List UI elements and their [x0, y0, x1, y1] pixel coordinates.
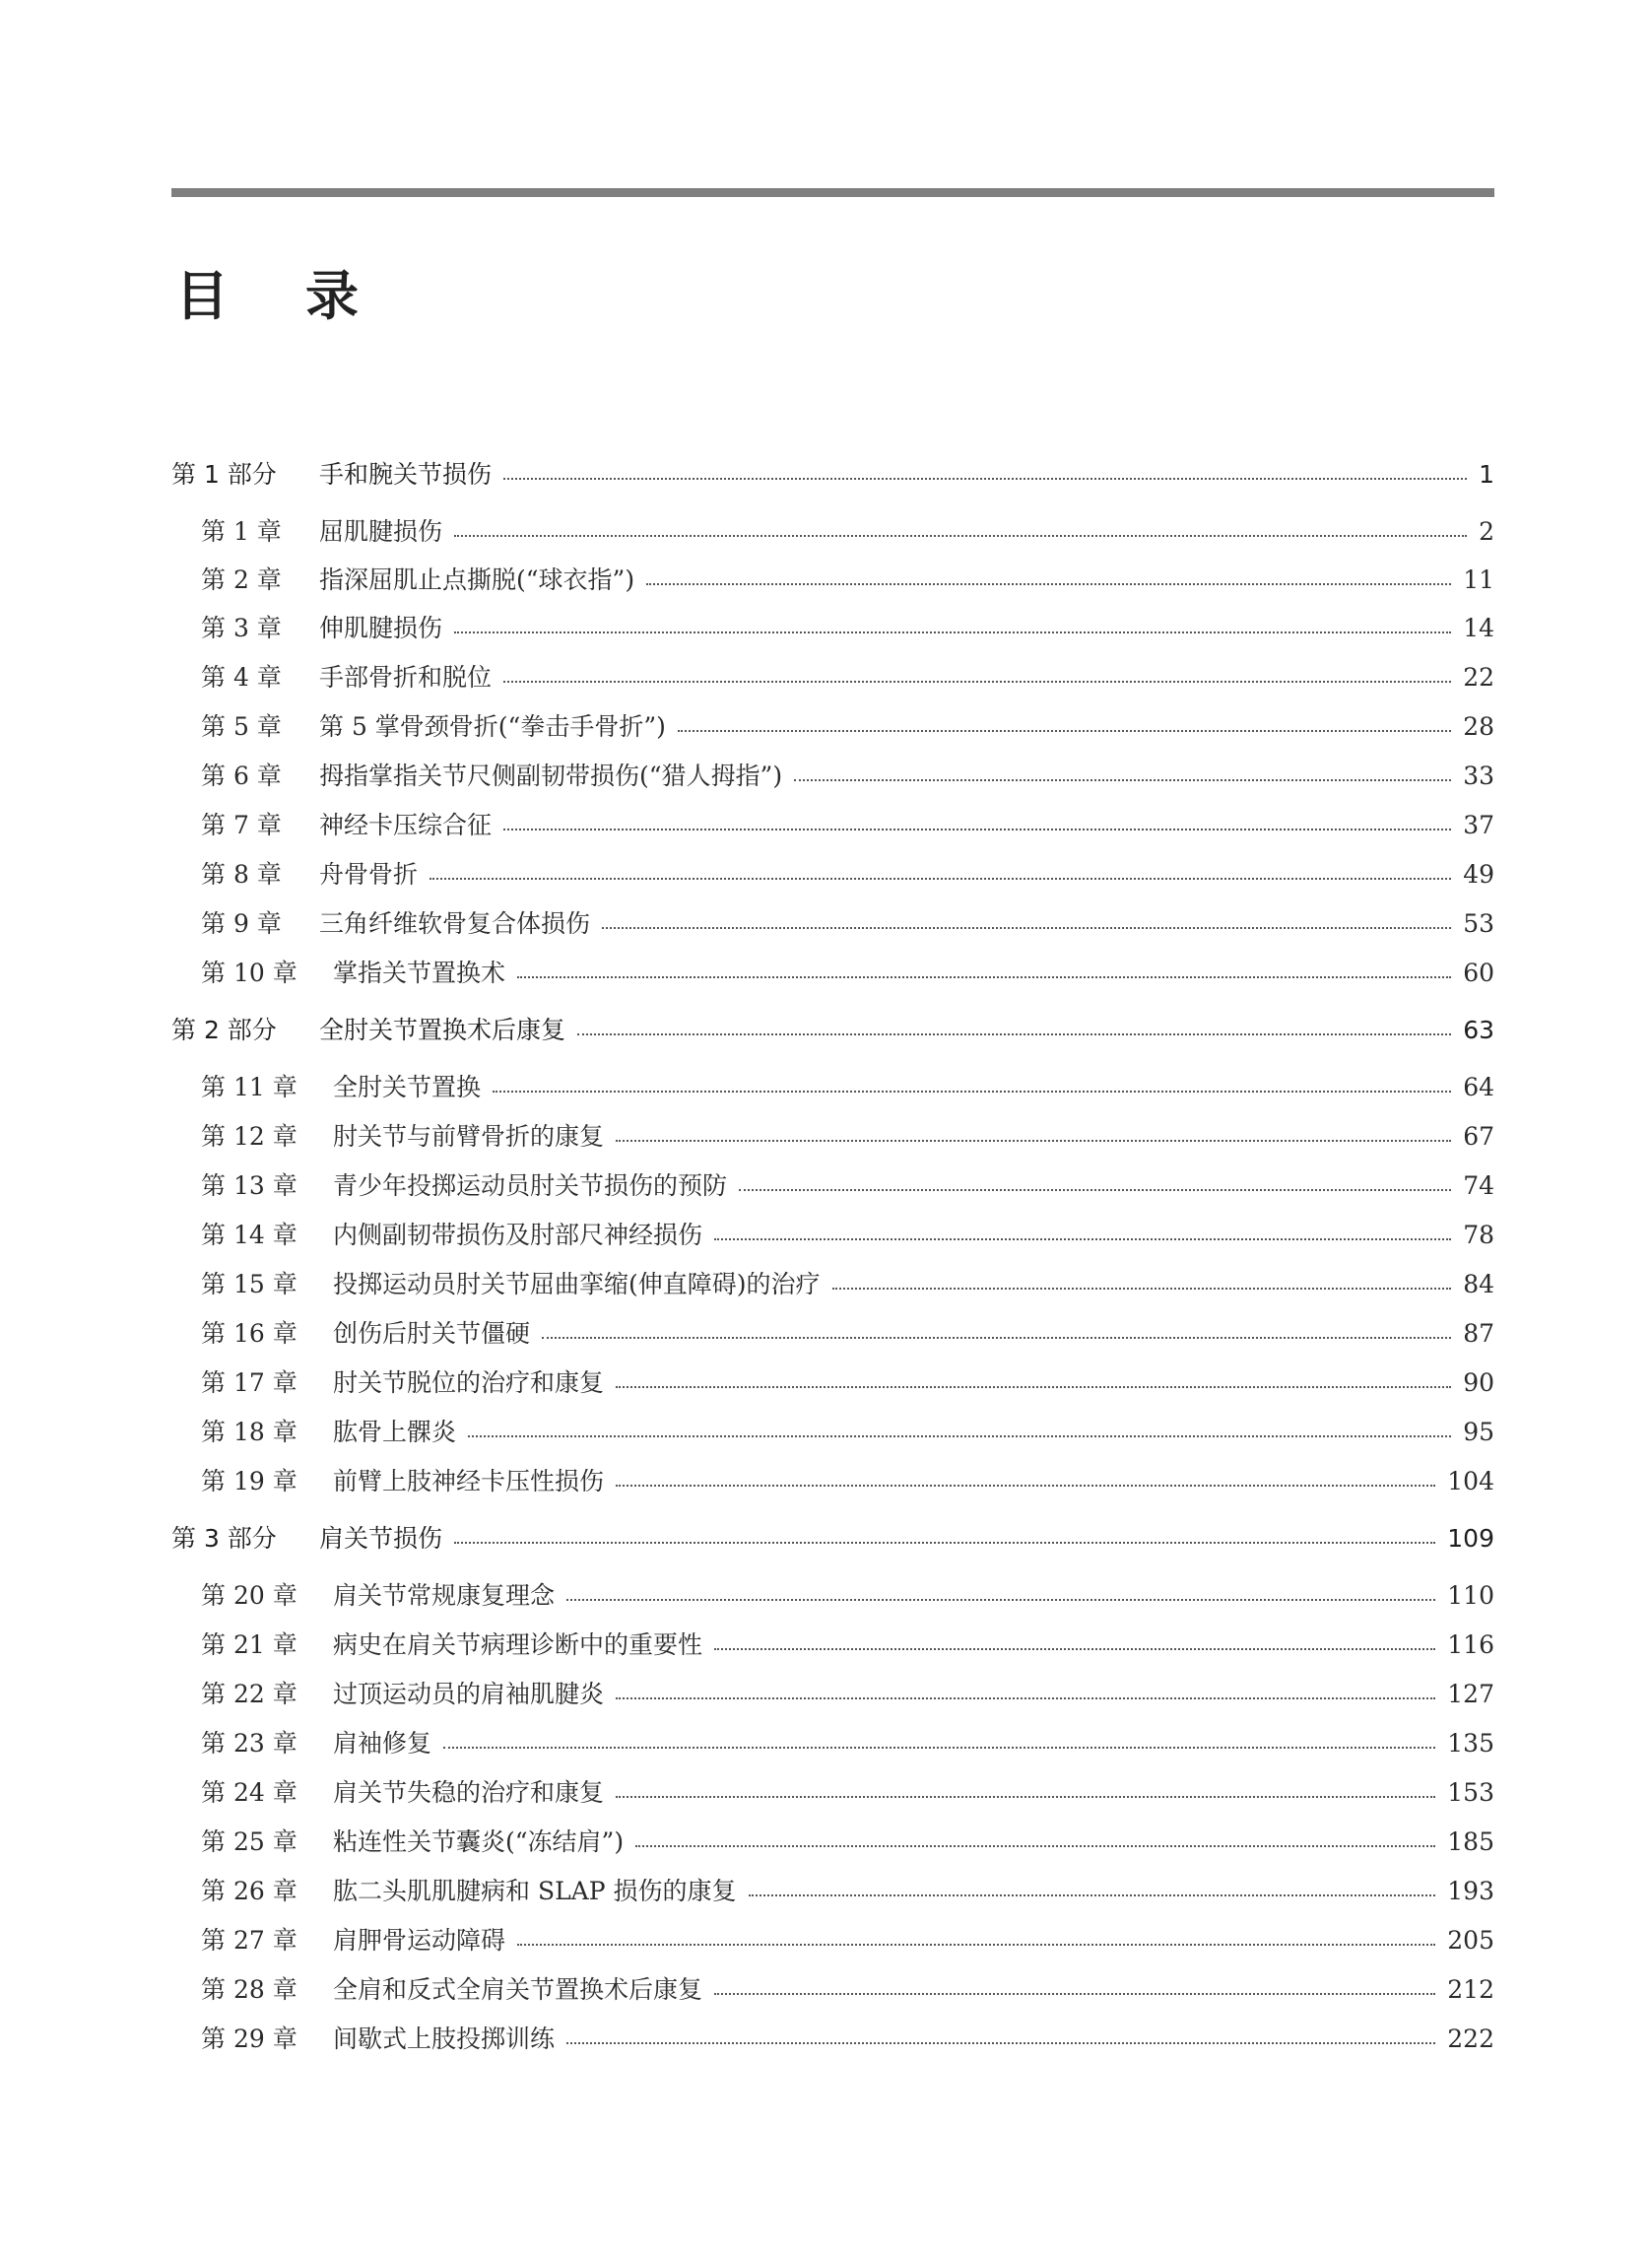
page-number: 22: [1463, 663, 1494, 692]
page-number: 153: [1447, 1778, 1494, 1807]
chapter-number: 第 25 章: [201, 1827, 297, 1856]
chapter-title: 过顶运动员的肩袖肌腱炎: [333, 1680, 605, 1708]
page-number: 116: [1447, 1630, 1494, 1659]
chapter-number: 第 4 章: [201, 663, 282, 692]
chapter-number: 第 12 章: [201, 1122, 297, 1151]
dot-leader: [542, 1337, 1451, 1339]
chapter-title: 全肘关节置换: [333, 1073, 482, 1101]
chapter-number: 第 14 章: [201, 1221, 297, 1249]
chapter-number: 第 3 章: [201, 614, 282, 642]
page-number: 49: [1463, 860, 1494, 889]
page-number: 14: [1463, 614, 1494, 642]
page-number: 90: [1463, 1368, 1494, 1397]
toc-chapter-row[interactable]: [201, 1068, 1494, 1107]
page-number: 95: [1463, 1418, 1494, 1446]
page-number: 33: [1463, 762, 1494, 790]
chapter-title: 前臂上肢神经卡压性损伤: [333, 1467, 605, 1495]
chapter-number: 第 10 章: [201, 959, 297, 987]
chapter-title: 创伤后肘关节僵硬: [333, 1319, 531, 1348]
dot-leader: [646, 583, 1451, 585]
page-number: 11: [1463, 565, 1494, 594]
dot-leader: [454, 535, 1467, 537]
page-number: 185: [1447, 1827, 1494, 1856]
page-number: 74: [1463, 1171, 1494, 1200]
toc-chapter-row[interactable]: [201, 806, 1494, 845]
dot-leader: [616, 1697, 1435, 1699]
dot-leader: [493, 1091, 1451, 1093]
dot-leader: [616, 1386, 1451, 1388]
chapter-title: 内侧副韧带损伤及肘部尺神经损伤: [333, 1221, 703, 1249]
toc-chapter-row[interactable]: [201, 512, 1494, 552]
chapter-number: 第 21 章: [201, 1630, 297, 1659]
toc-chapter-row[interactable]: [201, 954, 1494, 993]
chapter-title: 肱二头肌肌腱病和 SLAP 损伤的康复: [333, 1877, 737, 1905]
toc-part-row[interactable]: [171, 455, 1494, 495]
chapter-title: 拇指掌指关节尺侧副韧带损伤(“猎人拇指”): [319, 762, 783, 790]
chapter-title: 肩袖修复: [333, 1729, 432, 1758]
page-number: 37: [1463, 811, 1494, 839]
chapter-number: 第 19 章: [201, 1467, 297, 1495]
page-number: 127: [1447, 1680, 1494, 1708]
part-number: 第 2 部分: [171, 1016, 277, 1044]
chapter-number: 第 11 章: [201, 1073, 297, 1101]
toc-chapter-row[interactable]: [201, 1823, 1494, 1862]
chapter-number: 第 16 章: [201, 1319, 297, 1348]
page-number: 135: [1447, 1729, 1494, 1758]
chapter-title: 粘连性关节囊炎(“冻结肩”): [333, 1827, 625, 1856]
chapter-title: 肩关节失稳的治疗和康复: [333, 1778, 605, 1807]
chapter-number: 第 13 章: [201, 1171, 297, 1200]
toc-chapter-row[interactable]: [201, 1216, 1494, 1255]
page-number: 78: [1463, 1221, 1494, 1249]
toc-chapter-row[interactable]: [201, 609, 1494, 648]
chapter-number: 第 29 章: [201, 2025, 297, 2053]
chapter-number: 第 17 章: [201, 1368, 297, 1397]
page-number: 193: [1447, 1877, 1494, 1905]
toc-chapter-row[interactable]: [201, 1675, 1494, 1714]
page-number: 63: [1463, 1016, 1494, 1044]
page-number: 67: [1463, 1122, 1494, 1151]
toc-chapter-row[interactable]: [201, 1970, 1494, 2010]
chapter-title: 投掷运动员肘关节屈曲挛缩(伸直障碍)的治疗: [333, 1270, 821, 1298]
dot-leader: [566, 1599, 1435, 1601]
dot-leader: [616, 1140, 1451, 1142]
chapter-title: 屈肌腱损伤: [319, 517, 443, 546]
chapter-title: 神经卡压综合征: [319, 811, 493, 839]
page-number: 84: [1463, 1270, 1494, 1298]
dot-leader: [616, 1796, 1435, 1798]
part-title: 肩关节损伤: [319, 1524, 443, 1553]
chapter-title: 肘关节脱位的治疗和康复: [333, 1368, 605, 1397]
chapter-number: 第 27 章: [201, 1926, 297, 1955]
toc-chapter-row[interactable]: [201, 1921, 1494, 1960]
chapter-number: 第 28 章: [201, 1975, 297, 2004]
chapter-title: 手部骨折和脱位: [319, 663, 493, 692]
chapter-number: 第 7 章: [201, 811, 282, 839]
dot-leader: [739, 1189, 1451, 1191]
toc-chapter-row[interactable]: [201, 561, 1494, 600]
chapter-number: 第 8 章: [201, 860, 282, 889]
chapter-title: 全肩和反式全肩关节置换术后康复: [333, 1975, 703, 2004]
page-number: 53: [1463, 909, 1494, 938]
toc-chapter-row[interactable]: [201, 1773, 1494, 1813]
chapter-number: 第 23 章: [201, 1729, 297, 1758]
toc-chapter-row[interactable]: [201, 1462, 1494, 1501]
part-title: 全肘关节置换术后康复: [319, 1016, 566, 1044]
part-number: 第 1 部分: [171, 460, 277, 489]
toc-chapter-row[interactable]: [201, 1413, 1494, 1452]
dot-leader: [832, 1288, 1452, 1290]
chapter-title: 肘关节与前臂骨折的康复: [333, 1122, 605, 1151]
toc-chapter-row[interactable]: [201, 707, 1494, 747]
toc-chapter-row[interactable]: [201, 1626, 1494, 1665]
part-title: 手和腕关节损伤: [319, 460, 493, 489]
page-number: 110: [1447, 1581, 1494, 1610]
dot-leader: [443, 1747, 1435, 1749]
part-number: 第 3 部分: [171, 1524, 277, 1553]
chapter-title: 肩胛骨运动障碍: [333, 1926, 506, 1955]
dot-leader: [454, 1542, 1435, 1544]
chapter-number: 第 18 章: [201, 1418, 297, 1446]
toc-chapter-row[interactable]: [201, 1166, 1494, 1206]
chapter-title: 肩关节常规康复理念: [333, 1581, 556, 1610]
toc-chapter-row[interactable]: [201, 1314, 1494, 1354]
toc-chapter-row[interactable]: [201, 658, 1494, 697]
page-number: 1: [1479, 460, 1494, 489]
dot-leader: [454, 631, 1451, 633]
dot-leader: [714, 1993, 1435, 1995]
chapter-title: 肱骨上髁炎: [333, 1418, 457, 1446]
chapter-title: 病史在肩关节病理诊断中的重要性: [333, 1630, 703, 1659]
chapter-title: 间歇式上肢投掷训练: [333, 2025, 556, 2053]
page-number: 64: [1463, 1073, 1494, 1101]
chapter-number: 第 20 章: [201, 1581, 297, 1610]
toc-part-row[interactable]: [171, 1011, 1494, 1050]
page-number: 222: [1447, 2025, 1494, 2053]
toc-chapter-row[interactable]: [201, 1724, 1494, 1763]
dot-leader: [503, 829, 1451, 830]
dot-leader: [678, 730, 1451, 732]
page-number: 2: [1479, 517, 1494, 546]
dot-leader: [602, 927, 1451, 929]
chapter-title: 掌指关节置换术: [333, 959, 506, 987]
chapter-number: 第 9 章: [201, 909, 282, 938]
dot-leader: [566, 2042, 1435, 2044]
page-number: 212: [1447, 1975, 1494, 2004]
toc-chapter-row[interactable]: [201, 1576, 1494, 1616]
dot-leader: [616, 1485, 1435, 1487]
toc-chapter-row[interactable]: [201, 1265, 1494, 1304]
chapter-title: 三角纤维软骨复合体损伤: [319, 909, 591, 938]
dot-leader: [577, 1033, 1451, 1035]
dot-leader: [503, 681, 1451, 683]
chapter-number: 第 15 章: [201, 1270, 297, 1298]
toc-chapter-row[interactable]: [201, 2020, 1494, 2059]
chapter-number: 第 6 章: [201, 762, 282, 790]
toc-chapter-row[interactable]: [201, 904, 1494, 944]
dot-leader: [714, 1238, 1451, 1240]
dot-leader: [749, 1894, 1436, 1896]
page-title-char-2: 录: [305, 265, 359, 327]
toc-chapter-row[interactable]: [201, 1872, 1494, 1911]
chapter-number: 第 24 章: [201, 1778, 297, 1807]
chapter-title: 伸肌腱损伤: [319, 614, 443, 642]
toc-chapter-row[interactable]: [201, 1117, 1494, 1157]
chapter-title: 舟骨骨折: [319, 860, 419, 889]
chapter-number: 第 5 章: [201, 712, 282, 741]
dot-leader: [714, 1648, 1435, 1650]
page-number: 87: [1463, 1319, 1494, 1348]
chapter-number: 第 2 章: [201, 565, 282, 594]
dot-leader: [517, 976, 1451, 978]
chapter-title: 第 5 掌骨颈骨折(“拳击手骨折”): [319, 712, 666, 741]
toc-chapter-row[interactable]: [201, 757, 1494, 796]
dot-leader: [794, 779, 1451, 781]
chapter-number: 第 22 章: [201, 1680, 297, 1708]
page-number: 28: [1463, 712, 1494, 741]
dot-leader: [430, 878, 1451, 880]
dot-leader: [468, 1435, 1451, 1437]
page-title-char-1: 目: [175, 265, 229, 327]
toc-part-row[interactable]: [171, 1519, 1494, 1559]
chapter-number: 第 1 章: [201, 517, 282, 546]
page-number: 60: [1463, 959, 1494, 987]
page-number: 104: [1447, 1467, 1494, 1495]
page-number: 205: [1447, 1926, 1494, 1955]
chapter-number: 第 26 章: [201, 1877, 297, 1905]
dot-leader: [517, 1944, 1435, 1946]
page-number: 109: [1447, 1524, 1494, 1553]
chapter-title: 指深屈肌止点撕脱(“球衣指”): [319, 565, 635, 594]
toc-chapter-row[interactable]: [201, 855, 1494, 895]
chapter-title: 青少年投掷运动员肘关节损伤的预防: [333, 1171, 728, 1200]
dot-leader: [635, 1845, 1435, 1847]
dot-leader: [503, 478, 1467, 480]
toc-chapter-row[interactable]: [201, 1363, 1494, 1403]
